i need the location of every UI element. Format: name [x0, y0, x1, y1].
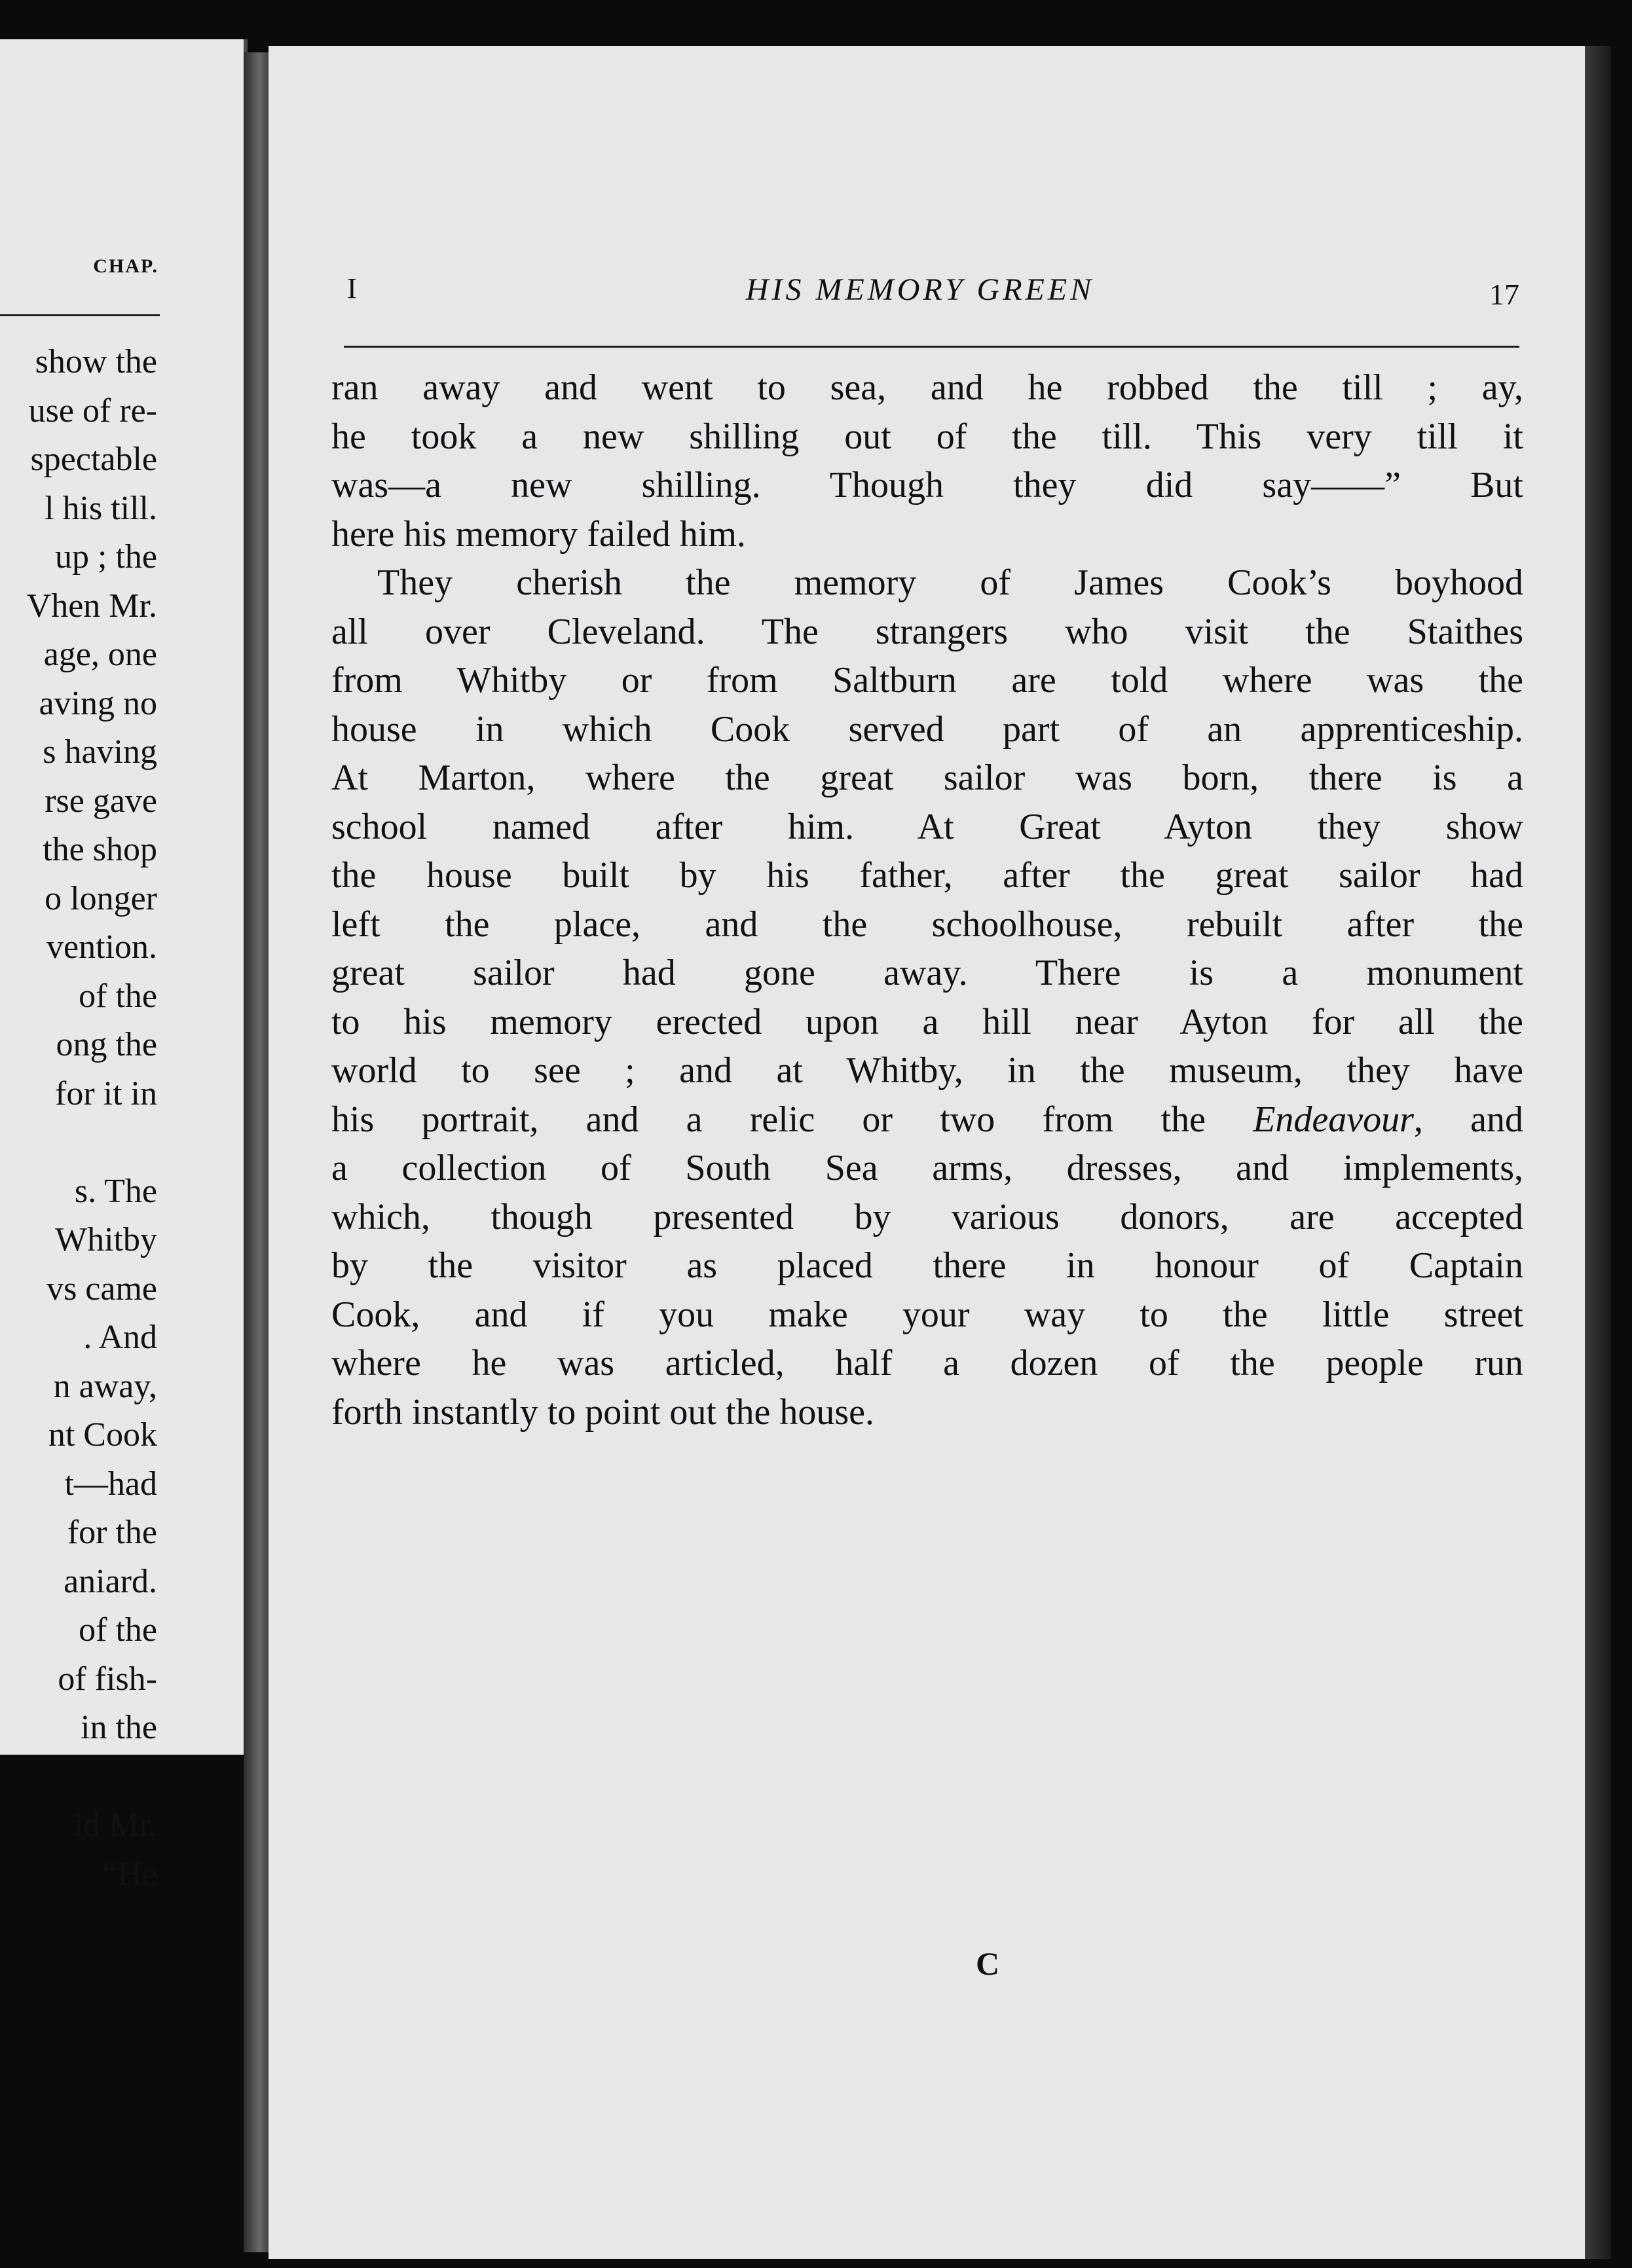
left-line: [0, 1118, 157, 1167]
left-line: rse gave: [45, 782, 157, 820]
chapter-number: I: [347, 272, 357, 304]
left-line: in the: [81, 1709, 157, 1746]
text-segment: his portrait, and a relic or two from the: [331, 1099, 1253, 1140]
left-line: of the: [79, 977, 157, 1015]
left-line: for it in: [55, 1074, 157, 1112]
left-line: . And: [83, 1319, 157, 1356]
text-line: forth instantly to point out the house.: [331, 1391, 875, 1433]
left-line: the shop: [43, 831, 157, 868]
header-rule: [344, 346, 1519, 348]
running-title: HIS MEMORY GREEN: [745, 272, 1095, 307]
text-line: was—a new shilling. Though they did say——” But: [331, 465, 1523, 505]
left-line: age, one: [43, 636, 157, 673]
left-line: o longer: [45, 879, 157, 917]
left-line: of fish-: [58, 1660, 157, 1698]
left-line: s. The: [74, 1172, 157, 1210]
text-line: world to see ; and at Whitby, in the museum, they have: [331, 1050, 1523, 1091]
signature-mark: C: [976, 1945, 1000, 1982]
left-line: l his till.: [45, 489, 157, 527]
text-line: where he was articled, half a dozen of the people run: [331, 1343, 1523, 1383]
text-line: from Whitby or from Saltburn are told where was the: [331, 660, 1523, 701]
text-line-endeavour: [331, 1095, 1523, 1144]
text-line: he took a new shilling out of the till. This very till it: [331, 416, 1523, 457]
body-text: [331, 363, 1523, 1436]
text-line: the house built by his father, after the great sailor had: [331, 855, 1523, 896]
left-page-header: CHAP.: [93, 255, 158, 277]
left-line: id Mr.: [73, 1806, 157, 1844]
text-segment: , and: [1413, 1099, 1523, 1140]
book-gutter: [244, 52, 270, 2252]
page-number: 17: [1489, 278, 1519, 311]
text-line: school named after him. At Great Ayton they show: [331, 806, 1523, 847]
left-line: s having: [43, 733, 157, 771]
left-line: of the: [79, 1611, 157, 1649]
left-line: up ; the: [55, 538, 157, 576]
text-line: left the place, and the schoolhouse, rebuilt after the: [331, 904, 1523, 945]
left-line: “He: [102, 1855, 157, 1893]
left-line: use of re-: [28, 392, 157, 430]
left-line: t—had: [64, 1465, 157, 1503]
left-line: aving no: [39, 684, 157, 722]
left-line: n away,: [53, 1367, 157, 1405]
text-line: They cherish the memory of James Cook’s boyhood: [377, 562, 1523, 603]
text-line: ran away and went to sea, and he robbed the till ; ay,: [331, 367, 1523, 408]
text-line: house in which Cook served part of an apprenticeship.: [331, 708, 1523, 750]
text-line: a collection of South Sea arms, dresses, and implements,: [331, 1148, 1523, 1188]
text-line: to his memory erected upon a hill near Ayton for all the: [331, 1001, 1523, 1042]
left-line: show the: [35, 343, 157, 380]
left-line: spectable: [30, 441, 157, 478]
text-line: Cook, and if you make your way to the little street: [331, 1294, 1523, 1335]
left-line: vs came: [46, 1270, 157, 1308]
left-line: ong the: [56, 1026, 157, 1063]
running-head: [269, 272, 1585, 318]
left-page-fragment: [0, 39, 248, 1893]
left-line: nt Cook: [48, 1416, 157, 1454]
text-line: by the visitor as placed there in honour of Captain: [331, 1245, 1523, 1286]
text-line: here his memory failed him.: [331, 513, 746, 555]
left-line: aniard.: [64, 1562, 157, 1600]
text-line: all over Cleveland. The strangers who visit the Staithes: [331, 611, 1523, 652]
ship-name: Endeavour: [1253, 1099, 1414, 1140]
left-line: for the: [67, 1514, 157, 1551]
left-line: Vhen Mr.: [26, 587, 157, 625]
text-line: At Marton, where the great sailor was born, there is a: [331, 758, 1523, 798]
left-line: vention.: [46, 928, 157, 966]
text-line: great sailor had gone away. There is a monument: [331, 953, 1523, 993]
text-line: which, though presented by various donors, are accepted: [331, 1196, 1523, 1237]
page-edge: [1585, 46, 1611, 2259]
left-page-header-rule: [0, 314, 160, 316]
book-page: [269, 46, 1585, 2259]
left-line: [0, 1753, 157, 1802]
left-line: Whitby: [55, 1221, 157, 1258]
left-page-text: [0, 338, 157, 1899]
